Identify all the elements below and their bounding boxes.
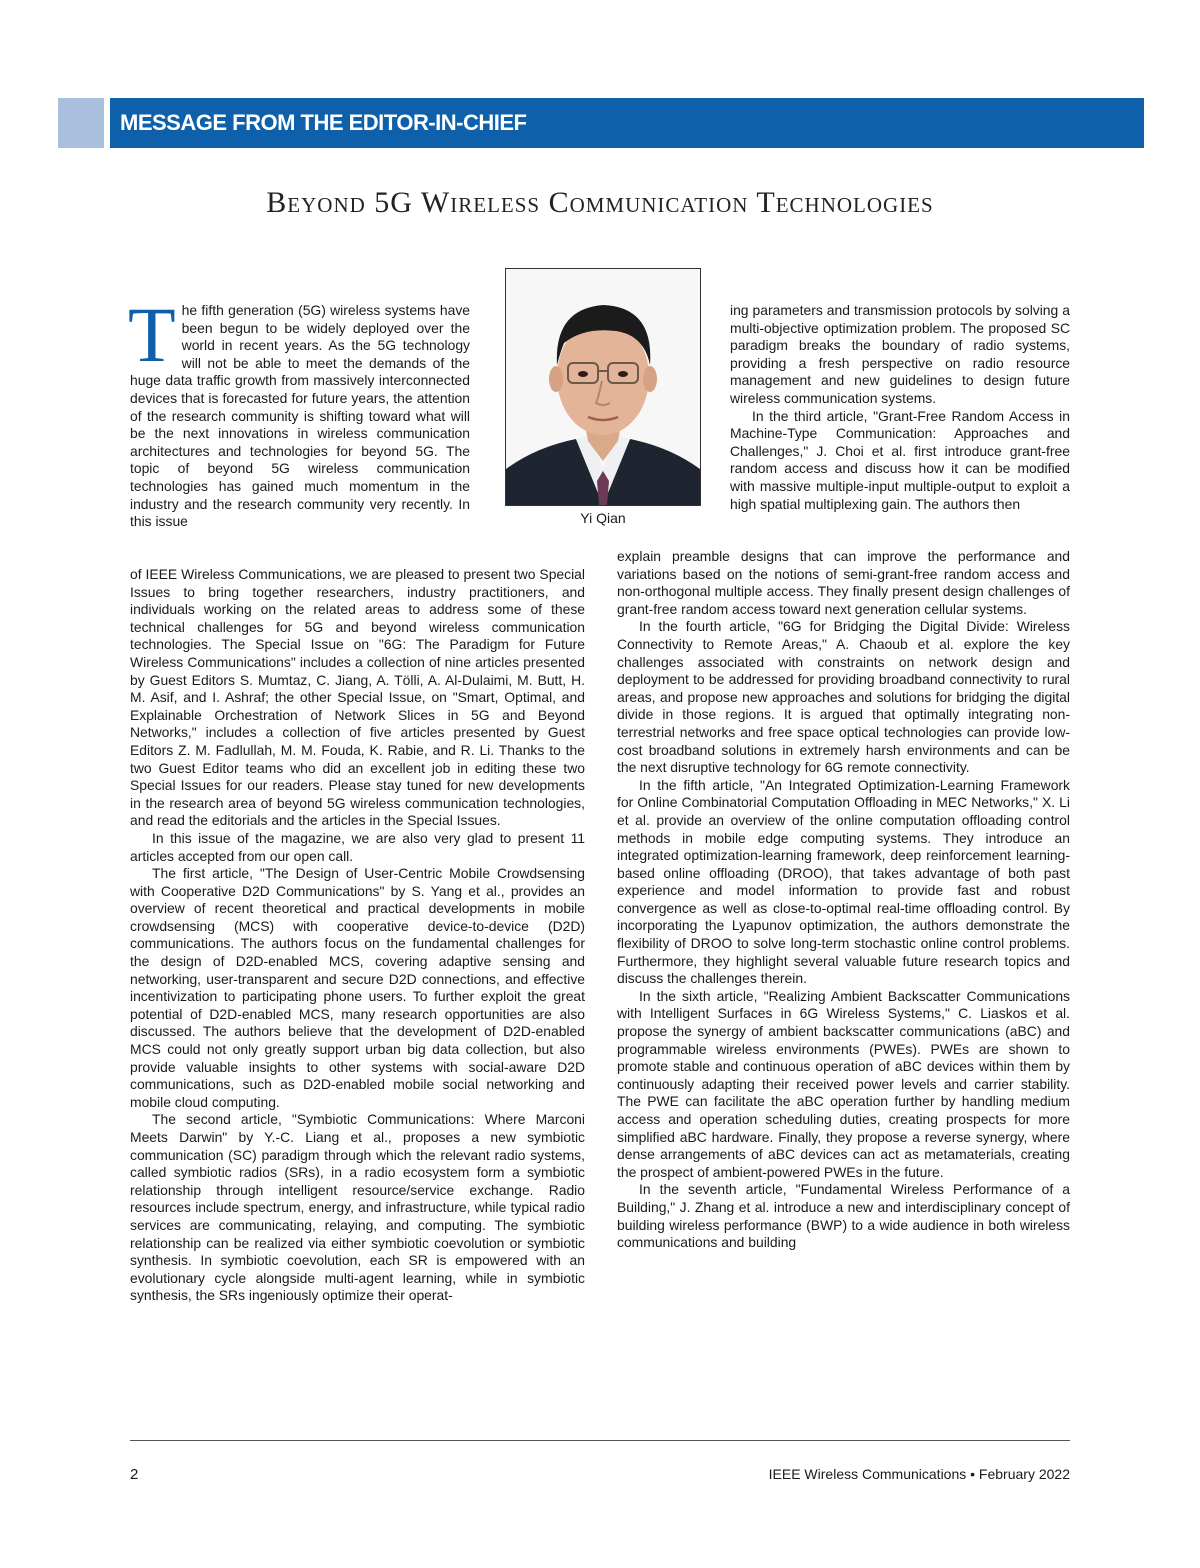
paragraph-seventh-article: In the seventh article, "Fundamental Wireless Performance of a Building," J. Zhang et al. introduce a new and interdisciplinary concept of building wireless performance (BWP) to a wide audience in both wireless communications and building [617,1181,1070,1251]
paragraph-third-article-cont: explain preamble designs that can improve the performance and variations based on the notions of semi-grant-free random access and non-orthogonal multiple access. They finally present design challenges of grant-free random access toward next generation cellular systems. [617,548,1070,617]
article-title: Beyond 5G Wireless Communication Technologies [266,186,934,219]
paragraph-third-article: In the third article, "Grant-Free Random Access in Machine-Type Communication: Approaches and Challenges," J. Choi et al. first introduce grant-free random access and discuss how it can be modified with massive multiple-input multiple-output to exploit a high spatial multiplexing gain. The authors then [730,407,1070,512]
photo-caption: Yi Qian [580,510,626,526]
drop-cap: T [128,291,176,378]
right-column-top [730,302,1070,513]
header-accent-square [58,98,104,148]
right-column-body [617,548,1070,1252]
paragraph-special-issues: of IEEE Wireless Communications, we are pleased to present two Special Issues to bring together researchers, industry practitioners, and individuals working on the related areas to address some of these technical challenges for 5G and beyond wireless communication technologies. The Special Issue on "6G: The Paradigm for Future Wireless Communications" includes a collection of nine articles presented by Guest Editors S. Mumtaz, C. Jiang, A. Tölli, A. Al-Dulaimi, M. Butt, H. M. Asif, and I. Ashraf; the other Special Issue, on "Smart, Optimal, and Explainable Orchestration of Network Slices in 5G and Beyond Networks," includes a collection of five articles presented by Guest Editors Z. M. Fadlullah, M. M. Fouda, K. Rabie, and R. Li. Thanks to the two Guest Editor teams who did an excellent job in editing these two Special Issues for our readers. Please stay tuned for new developments in the research area of beyond 5G wireless communication technologies, and read the editorials and the articles in the Special Issues. [130,566,585,829]
paragraph-second-article: The second article, "Symbiotic Communications: Where Marconi Meets Darwin" by Y.-C. Liang et al., proposes a new symbiotic communication (SC) paradigm through which the relevant radio systems, called symbiotic radios (SRs), in a radio ecosystem form a symbiotic relationship through intelligent resource/service exchange. Radio resources include spectrum, energy, and infrastructure, while typical radio services are communicating, relaying, and computing. The symbiotic relationship can be realized via either symbiotic coevolution or symbiotic synthesis. In symbiotic coevolution, each SR is empowered with an evolutionary cycle alongside multi-agent learning, while in symbiotic synthesis, the SRs ingeniously optimize their operat- [130,1111,585,1304]
portrait-image [506,269,700,505]
author-photo [505,268,701,506]
section-label: MESSAGE FROM THE EDITOR-IN-CHIEF [120,110,527,135]
paragraph-first-article: The first article, "The Design of User-Centric Mobile Crowdsensing with Cooperative D2D Communications" by S. Yang et al., provides an overview of recent theoretical and practical developments in mobile crowdsensing (MCS) with cooperative device-to-device (D2D) communications. The authors focus on the fundamental challenges for the design of D2D-enabled MCS, covering adaptive sensing and networking, user-transparent and secure D2D connections, and effective incentivization to participating phone users. To further exploit the great potential of D2D-enabled MCS, many research opportunities are also discussed. The authors believe that the development of D2D-enabled MCS could not only greatly support urban big data collection, but also provide valuable insights to other systems with social-aware D2D communications, such as D2D-enabled mobile social networking and mobile cloud computing. [130,865,585,1110]
page-number: 2 [130,1466,139,1483]
paragraph-fifth-article: In the fifth article, "An Integrated Optimization-Learning Framework for Online Combinatorial Computation Offloading in MEC Networks," X. Li et al. provide an overview of the online computation offloading control methods in mobile edge computing systems. They introduce an integrated optimization-learning framework, deep reinforcement learning-based online offloading (DROO), that takes advantage of both past experience and model information to provide fast and robust convergence as well as close-to-optimal real-time offloading control. By incorporating the Lyapunov optimization, the authors demonstrate the flexibility of DROO to solve long-term stochastic online control problems. Furthermore, they highlight several valuable future research topics and discuss the challenges therein. [617,776,1070,987]
section-banner [110,98,1144,148]
paragraph-fourth-article: In the fourth article, "6G for Bridging the Digital Divide: Wireless Connectivity to Remote Areas," A. Chaoub et al. explore the key challenges associated with constraints on network design and deployment to be addressed for providing broadband connectivity to rural areas, and propose new approaches and solutions for bridging the digital divide in those regions. It is argued that optimally integrating non-terrestrial networks and free space optical technologies can provide low-cost broadband solutions in extremely harsh environments and can be the next disruptive technology for 6G remote connectivity. [617,618,1070,776]
intro-paragraph: he fifth generation (5G) wireless systems have been begun to be widely deployed over the world in recent years. As the 5G technology will not be able to meet the demands of the huge data traffic growth from massively interconnected devices that is forecasted for future years, the attention of the research community is shifting toward what will be the next innovations in wireless communication architectures and technologies for beyond 5G. The topic of beyond 5G wireless communication technologies has gained much momentum in the industry and the research community very recently. In this issue [130,302,470,530]
paragraph-sixth-article: In the sixth article, "Realizing Ambient Backscatter Communications with Intelligent Surfaces in 6G Wireless Systems," C. Liaskos et al. propose the synergy of ambient backscatter communications (aBC) and programmable wireless environments (PWEs). PWEs are shown to promote stable and continuous operation of aBC devices within them by continuously adapting their received power levels and carrier stability. The PWE can facilitate the aBC operation further by handling medium access and operation scheduling duties, creating prospects for more simplified aBC hardware. Finally, they propose a reverse synergy, where dense arrangements of aBC devices can act as metamaterials, creating the prospect of ambient-powered PWEs in the future. [617,987,1070,1180]
footer-rule [130,1440,1070,1441]
paragraph-open-call: In this issue of the magazine, we are also very glad to present 11 articles accepted from our open call. [130,829,585,864]
paragraph-second-article-cont: ing parameters and transmission protocols by solving a multi-objective optimization problem. The proposed SC paradigm breaks the boundary of radio systems, providing a fresh perspective on radio resource management and new guidelines to design future wireless communication systems. [730,302,1070,406]
journal-footer: IEEE Wireless Communications • February 2022 [768,1466,1070,1482]
left-column-intro [128,291,470,531]
left-column-body [130,566,585,1305]
